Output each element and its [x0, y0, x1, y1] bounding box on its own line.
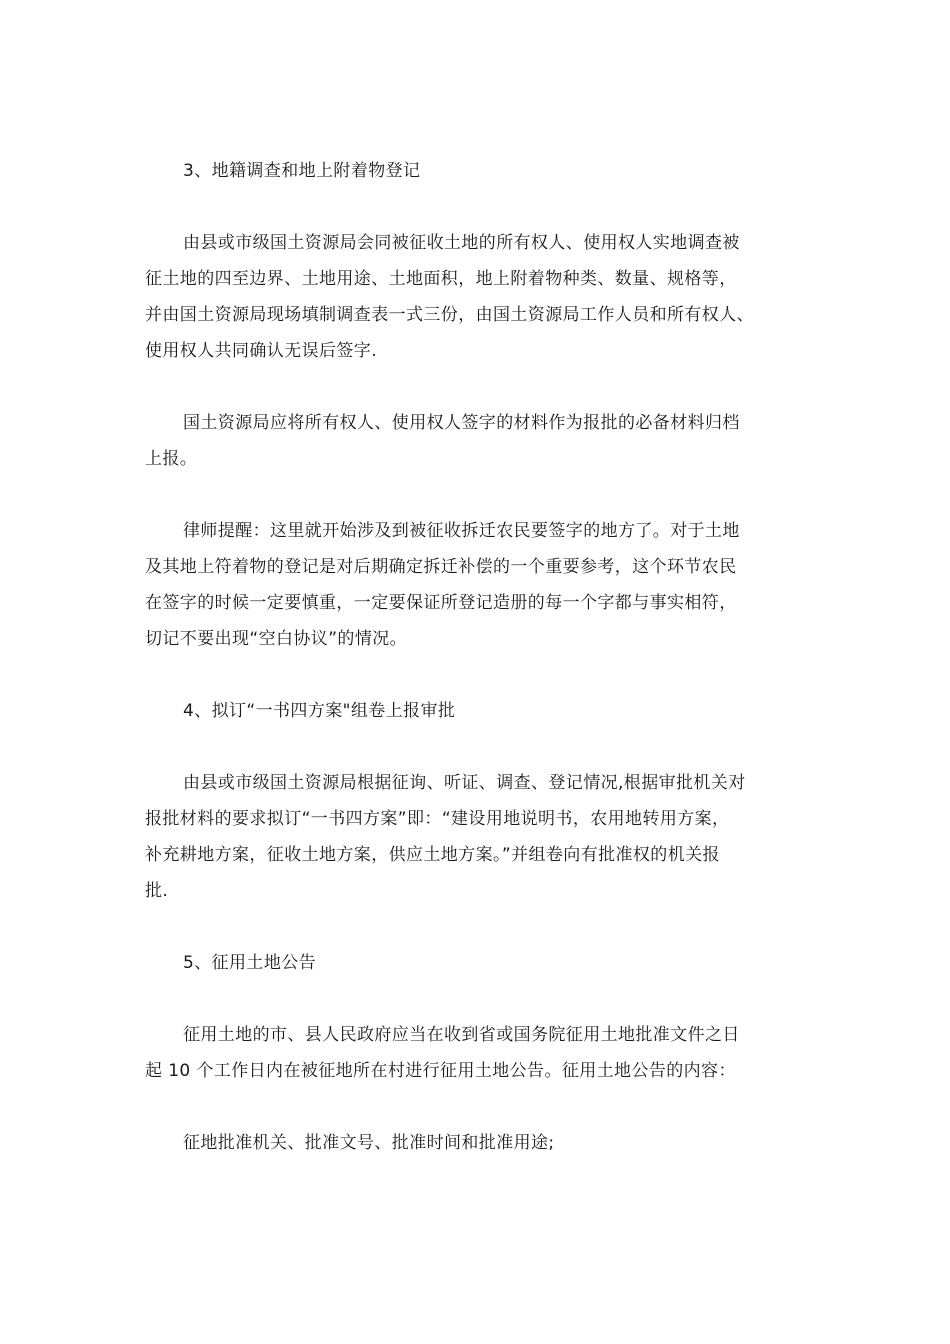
paragraph-line: 上报。	[145, 449, 198, 469]
paragraph-line: 征用土地的市、县人民政府应当在收到省或国务院征用土地批准文件之日	[183, 1025, 740, 1045]
paragraph-line: 起 10 个工作日内在被征地所在村进行征用土地公告。征用土地公告的内容：	[145, 1061, 736, 1081]
paragraph-line: 由县或市级国土资源局根据征询、听证、调查、登记情况,根据审批机关对	[183, 773, 746, 793]
heading-section-4: 4、拟订“一书四方案"组卷上报审批	[183, 701, 456, 721]
paragraph-line: 批.	[145, 881, 169, 901]
paragraph-line: 补充耕地方案，征收土地方案，供应土地方案。”并组卷向有批准权的机关报	[145, 845, 720, 865]
paragraph-line: 征地批准机关、批准文号、批准时间和批准用途;	[183, 1133, 555, 1153]
paragraph-line: 由县或市级国土资源局会同被征收土地的所有权人、使用权人实地调查被	[183, 233, 740, 253]
paragraph-line: 及其地上符着物的登记是对后期确定拆迁补偿的一个重要参考，这个环节农民	[145, 557, 737, 577]
heading-section-5: 5、征用土地公告	[183, 953, 317, 973]
paragraph-line: 国土资源局应将所有权人、使用权人签字的材料作为报批的必备材料归档	[183, 413, 740, 433]
paragraph-line: 在签字的时候一定要慎重，一定要保证所登记造册的每一个字都与事实相符，	[145, 593, 737, 613]
paragraph-line: 报批材料的要求拟订“一书四方案”即：“建设用地说明书，农用地转用方案，	[145, 809, 730, 829]
heading-section-3: 3、地籍调查和地上附着物登记	[183, 161, 421, 181]
paragraph-line: 使用权人共同确认无误后签字.	[145, 341, 378, 361]
paragraph-line: 征土地的四至边界、土地用途、土地面积，地上附着物种类、数量、规格等，	[145, 269, 737, 289]
paragraph-line: 切记不要出现“空白协议”的情况。	[145, 629, 408, 649]
paragraph-line: 并由国土资源局现场填制调查表一式三份，由国土资源局工作人员和所有权人、	[145, 305, 754, 325]
paragraph-line: 律师提醒：这里就开始涉及到被征收拆迁农民要签字的地方了。对于土地	[183, 521, 740, 541]
